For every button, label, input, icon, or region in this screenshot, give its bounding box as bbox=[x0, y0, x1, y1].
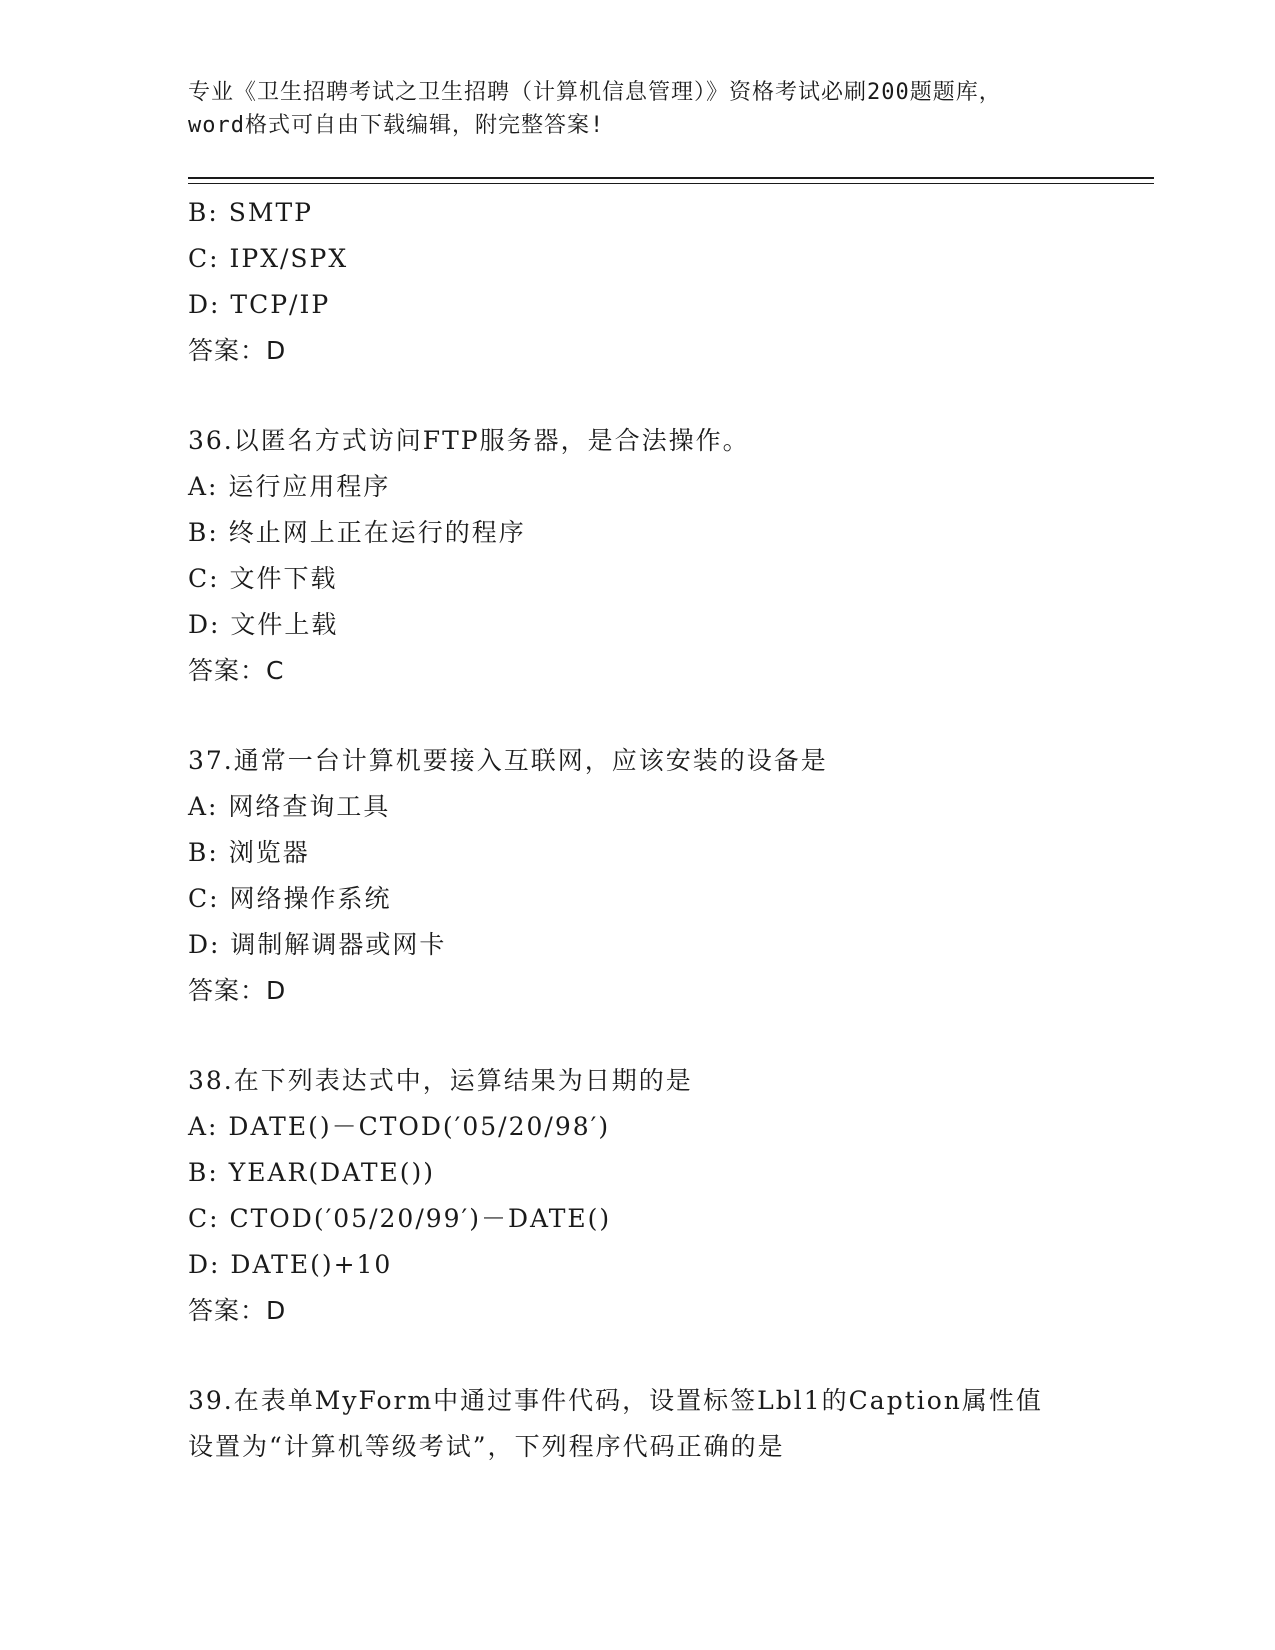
question-text: 37.通常一台计算机要接入互联网，应该安装的设备是 bbox=[188, 746, 828, 775]
answer-label: 答案：D bbox=[188, 1296, 287, 1325]
spacer bbox=[188, 1014, 1148, 1058]
option-b: B: 终止网上正在运行的程序 bbox=[188, 518, 526, 547]
option-d: D: DATE()+10 bbox=[188, 1250, 393, 1279]
spacer bbox=[188, 374, 1148, 418]
header-line-2: word格式可自由下载编辑，附完整答案! bbox=[188, 113, 605, 138]
question-block-39 bbox=[188, 1378, 1148, 1470]
option-a: A: 运行应用程序 bbox=[188, 472, 391, 501]
header-divider-thin bbox=[188, 183, 1154, 184]
question-text-line-2: 设置为“计算机等级考试”，下列程序代码正确的是 bbox=[188, 1432, 785, 1461]
option-c: C: 网络操作系统 bbox=[188, 884, 392, 913]
header-line-1: 专业《卫生招聘考试之卫生招聘（计算机信息管理）》资格考试必刷200题题库， bbox=[188, 80, 1002, 105]
question-list bbox=[188, 190, 1148, 1470]
option-d: D: TCP/IP bbox=[188, 290, 331, 319]
option-c: C: IPX/SPX bbox=[188, 244, 349, 273]
answer-label: 答案：C bbox=[188, 656, 285, 685]
question-block-36 bbox=[188, 418, 1148, 694]
spacer bbox=[188, 694, 1148, 738]
option-b: B: SMTP bbox=[188, 198, 313, 227]
question-text-line-1: 39.在表单MyForm中通过事件代码，设置标签Lbl1的Caption属性值 bbox=[188, 1386, 1043, 1415]
question-text: 38.在下列表达式中，运算结果为日期的是 bbox=[188, 1066, 693, 1095]
question-block-35 bbox=[188, 190, 1148, 374]
option-c: C: CTOD(′05/20/99′)－DATE() bbox=[188, 1204, 612, 1233]
answer-label: 答案：D bbox=[188, 336, 287, 365]
option-b: B: 浏览器 bbox=[188, 838, 310, 867]
header-divider-thick bbox=[188, 177, 1154, 179]
option-a: A: 网络查询工具 bbox=[188, 792, 391, 821]
question-text: 36.以匿名方式访问FTP服务器，是合法操作。 bbox=[188, 426, 750, 455]
option-a: A: DATE()－CTOD(′05/20/98′) bbox=[188, 1112, 611, 1141]
answer-label: 答案：D bbox=[188, 976, 287, 1005]
question-block-37 bbox=[188, 738, 1148, 1014]
option-c: C: 文件下载 bbox=[188, 564, 338, 593]
document-header bbox=[188, 76, 1088, 142]
question-block-38 bbox=[188, 1058, 1148, 1334]
option-d: D: 文件上载 bbox=[188, 610, 339, 639]
option-d: D: 调制解调器或网卡 bbox=[188, 930, 447, 959]
option-b: B: YEAR(DATE()) bbox=[188, 1158, 436, 1187]
spacer bbox=[188, 1334, 1148, 1378]
